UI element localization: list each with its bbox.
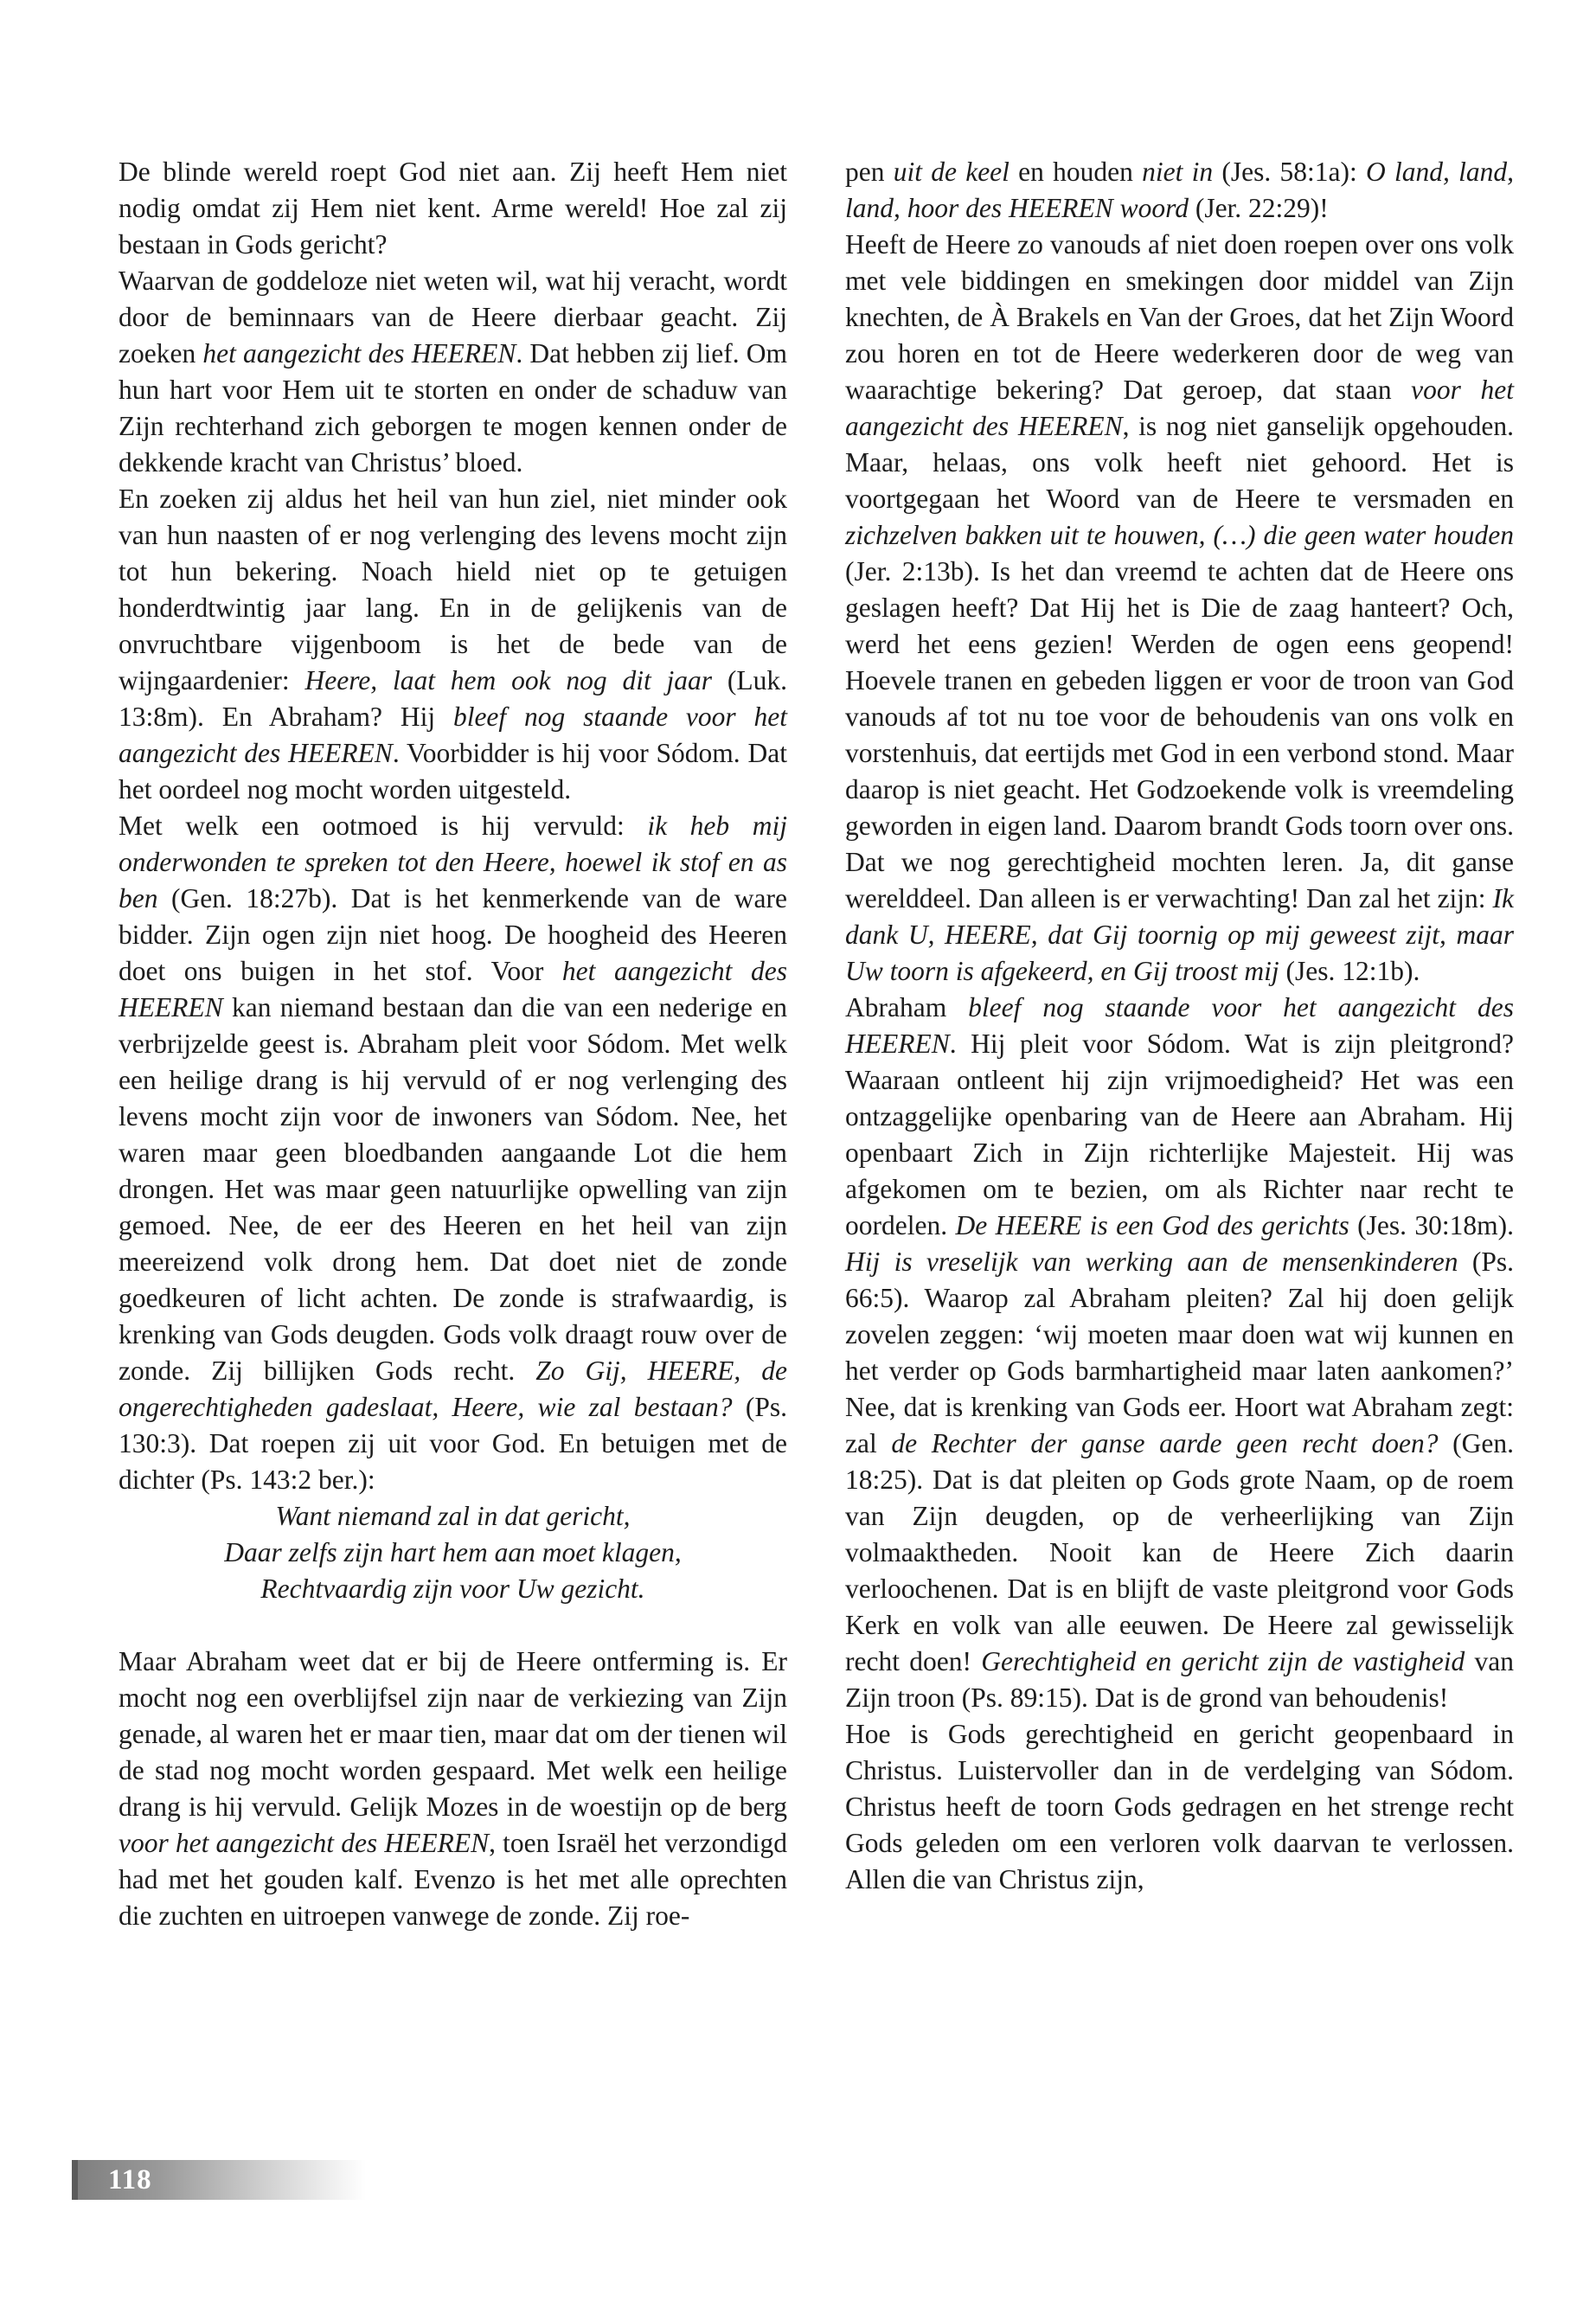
text: (Jes. 12:1b).: [1279, 956, 1420, 986]
page-number: 118: [108, 2164, 152, 2195]
text: Hoe is Gods gerechtigheid en gericht geopenbaard in Christus. Luistervoller dan in de verdelging van Sódom. Christus heeft de toorn Gods gedragen en het strenge recht Gods geleden om een verloren volk daarvan te verlossen. Allen die van Christus zijn,: [845, 1719, 1514, 1894]
text: (Luk. 13:8m). En Abraham? Hij: [119, 665, 787, 732]
italic-text: zichzelven bakken uit te houwen, (…) die geen water houden: [845, 520, 1514, 550]
text: (Gen. 18:25). Dat is dat pleiten op Gods grote Naam, op de roem van Zijn deugden, op de verheerlijking van Zijn volmaaktheden. Nooit kan de Heere Zich daarin verloochenen. Dat is en blijft de vaste pleitgrond voor Gods Kerk en volk van alle eeuwen. De Heere zal gewisselijk recht doen!: [845, 1428, 1514, 1676]
left-column: [119, 154, 787, 1934]
italic-text: Hij is vreselijk van werking aan de mensenkinderen: [845, 1247, 1458, 1277]
text: pen: [845, 157, 894, 187]
paragraph: [119, 1644, 787, 1934]
paragraph: [119, 154, 787, 263]
italic-text: bleef nog staande voor het aangezicht des HEEREN: [845, 992, 1514, 1059]
italic-text: O land, land, land, hoor des HEEREN woord: [845, 157, 1514, 223]
text: Waarvan de goddeloze niet weten wil, wat hij veracht, wordt door de beminnaars van de Heere dierbaar geacht. Zij zoeken: [119, 266, 787, 369]
italic-text: de Rechter der ganse aarde geen recht doen?: [891, 1428, 1439, 1458]
text: Heeft de Heere zo vanouds af niet doen roepen over ons volk met vele biddingen en smekingen door middel van Zijn knechten, de À Brakels en Van der Groes, dat het Zijn Woord zou horen en tot de Heere wederkeren door de weg van waarachtige bekering? Dat geroep, dat staan: [845, 229, 1514, 405]
poem-line: Rechtvaardig zijn voor Uw gezicht.: [260, 1574, 645, 1604]
text: En zoeken zij aldus het heil van hun ziel, niet minder ook van hun naasten of er nog verlenging des levens mocht zijn tot hun bekering. Noach hield niet op te getuigen honderdtwintig jaar lang. En in de gelijkenis van de onvruchtbare vijgenboom is het de bede van de wijngaardenier:: [119, 484, 787, 695]
italic-text: het aangezicht des HEEREN: [119, 956, 787, 1022]
paragraph: [119, 808, 787, 1498]
text: De blinde wereld roept God niet aan. Zij heeft Hem niet nodig omdat zij Hem niet kent. Arme wereld! Hoe zal zij bestaan in Gods gericht?: [119, 157, 787, 260]
italic-text: Heere, laat hem ook nog dit jaar: [304, 665, 713, 695]
page-number-band: [72, 2160, 366, 2200]
text: Met welk een ootmoed is hij vervuld:: [119, 811, 648, 841]
italic-text: De HEERE is een God des gerichts: [955, 1210, 1349, 1240]
italic-text: bleef nog staande voor het aangezicht des HEEREN: [119, 702, 787, 768]
text: Abraham: [845, 992, 969, 1022]
paragraph: [845, 1716, 1514, 1898]
poem-line: Want niemand zal in dat gericht,: [275, 1501, 631, 1531]
right-column: [845, 154, 1514, 1898]
page-number-bar: [72, 2160, 78, 2200]
text: , toen Israël het verzondigd had met het gouden kalf. Evenzo is het met alle oprechten die zuchten en uitroepen vanwege de zonde. Zij roe-: [119, 1828, 787, 1931]
italic-text: niet in: [1142, 157, 1214, 187]
text: , is nog niet ganselijk opgehouden. Maar, helaas, ons volk heeft niet gehoord. Het is voortgegaan het Woord van de Heere te versmaden en: [845, 411, 1514, 514]
spacer: [119, 1607, 787, 1644]
text: (Jer. 2:13b). Is het dan vreemd te achten dat de Heere ons geslagen heeft? Dat Hij het is Die de zaag hanteert? Och, werd het eens gezien! Werden de ogen eens geopend! Hoevele tranen en gebeden liggen er voor de troon van God vanouds af tot nu toe voor de behoudenis van ons volk en vorstenhuis, dat eertijds met God in een verbond stond. Maar daarop is niet geacht. Het Godzoekende volk is vreemdeling geworden in eigen land. Daarom brandt Gods toorn over ons. Dat we nog gerechtigheid mochten leren. Ja, dit ganse werelddeel. Dan alleen is er verwachting! Dan zal het zijn:: [845, 556, 1514, 913]
italic-text: uit de keel: [893, 157, 1010, 187]
text: (Ps. 66:5). Waarop zal Abraham pleiten? Zal hij doen gelijk zovelen zeggen: ‘wij moeten maar doen wat wij kunnen en het verder op Gods barmhartigheid maar laten aankomen?’ Nee, dat is krenking van Gods eer. Hoort wat Abraham zegt: zal: [845, 1247, 1514, 1458]
italic-text: ik heb mij onderwonden te spreken tot den Heere, hoewel ik stof en as ben: [119, 811, 787, 913]
text: en houden: [1009, 157, 1143, 187]
text: kan niemand bestaan dan die van een nederige en verbrijzelde geest is. Abraham pleit voor Sódom. Met welk een heilige drang is hij vervuld of er nog verlenging des levens mocht zijn voor de inwoners van Sódom. Nee, het waren maar geen bloedbanden aangaande Lot die hem drongen. Het was maar geen natuurlijke opwelling van zijn gemoed. Nee, de eer des Heeren en het heil van zijn meereizend volk drong hem. Dat doet niet de zonde goedkeuren of licht achten. De zonde is strafwaardig, is krenking van Gods deugden. Gods volk draagt rouw over de zonde. Zij billijken Gods recht.: [119, 992, 787, 1386]
italic-text: Zo Gij, HEERE, de ongerechtigheden gadeslaat, Heere, wie zal bestaan?: [119, 1356, 787, 1422]
text: . Voorbidder is hij voor Sódom. Dat het oordeel nog mocht worden uitgesteld.: [119, 738, 787, 804]
italic-text: voor het aangezicht des HEEREN: [845, 375, 1514, 441]
paragraph: [845, 990, 1514, 1716]
text: (Jes. 30:18m).: [1349, 1210, 1515, 1240]
text: (Jer. 22:29)!: [1188, 193, 1329, 223]
paragraph: [845, 227, 1514, 990]
text: (Jes. 58:1a):: [1213, 157, 1366, 187]
text: . Hij pleit voor Sódom. Wat is zijn pleitgrond? Waaraan ontleent hij zijn vrijmoedigheid? Het was een ontzaggelijke openbaring van de Heere aan Abraham. Hij openbaart Zich in Zijn richterlijke Majesteit. Hij was afgekomen om te bezien, om als Richter naar recht te oordelen.: [845, 1029, 1514, 1240]
italic-text: voor het aangezicht des HEEREN: [119, 1828, 490, 1858]
text: van Zijn troon (Ps. 89:15). Dat is de grond van behoudenis!: [845, 1646, 1514, 1713]
paragraph: [119, 481, 787, 808]
italic-text: het aangezicht des HEEREN: [202, 338, 516, 369]
text: (Gen. 18:27b). Dat is het kenmerkende van de ware bidder. Zijn ogen zijn niet hoog. De hoogheid des Heeren doet ons buigen in het stof. Voor: [119, 883, 787, 986]
poem-quote: [119, 1498, 787, 1607]
paragraph: [845, 154, 1514, 227]
text: (Ps. 130:3). Dat roepen zij uit voor God. En betuigen met de dichter (Ps. 143:2 ber.):: [119, 1392, 787, 1495]
text: Maar Abraham weet dat er bij de Heere ontferming is. Er mocht nog een overblijfsel zijn naar de verkiezing van Zijn genade, al waren het er maar tien, maar dat om der tienen wil de stad nog mocht worden gespaard. Met welk een heilige drang is hij vervuld. Gelijk Mozes in de woestijn op de berg: [119, 1646, 787, 1822]
text: . Dat hebben zij lief. Om hun hart voor Hem uit te storten en onder de schaduw van Zijn rechterhand zich geborgen te mogen kennen onder de dekkende kracht van Christus’ bloed.: [119, 338, 788, 478]
italic-text: Gerechtigheid en gericht zijn de vastigheid: [981, 1646, 1465, 1676]
paragraph: [119, 263, 787, 481]
poem-line: Daar zelfs zijn hart hem aan moet klagen,: [224, 1537, 682, 1567]
italic-text: Ik dank U, HEERE, dat Gij toornig op mij geweest zijt, maar Uw toorn is afgekeerd, en Gij troost mij: [845, 883, 1514, 986]
